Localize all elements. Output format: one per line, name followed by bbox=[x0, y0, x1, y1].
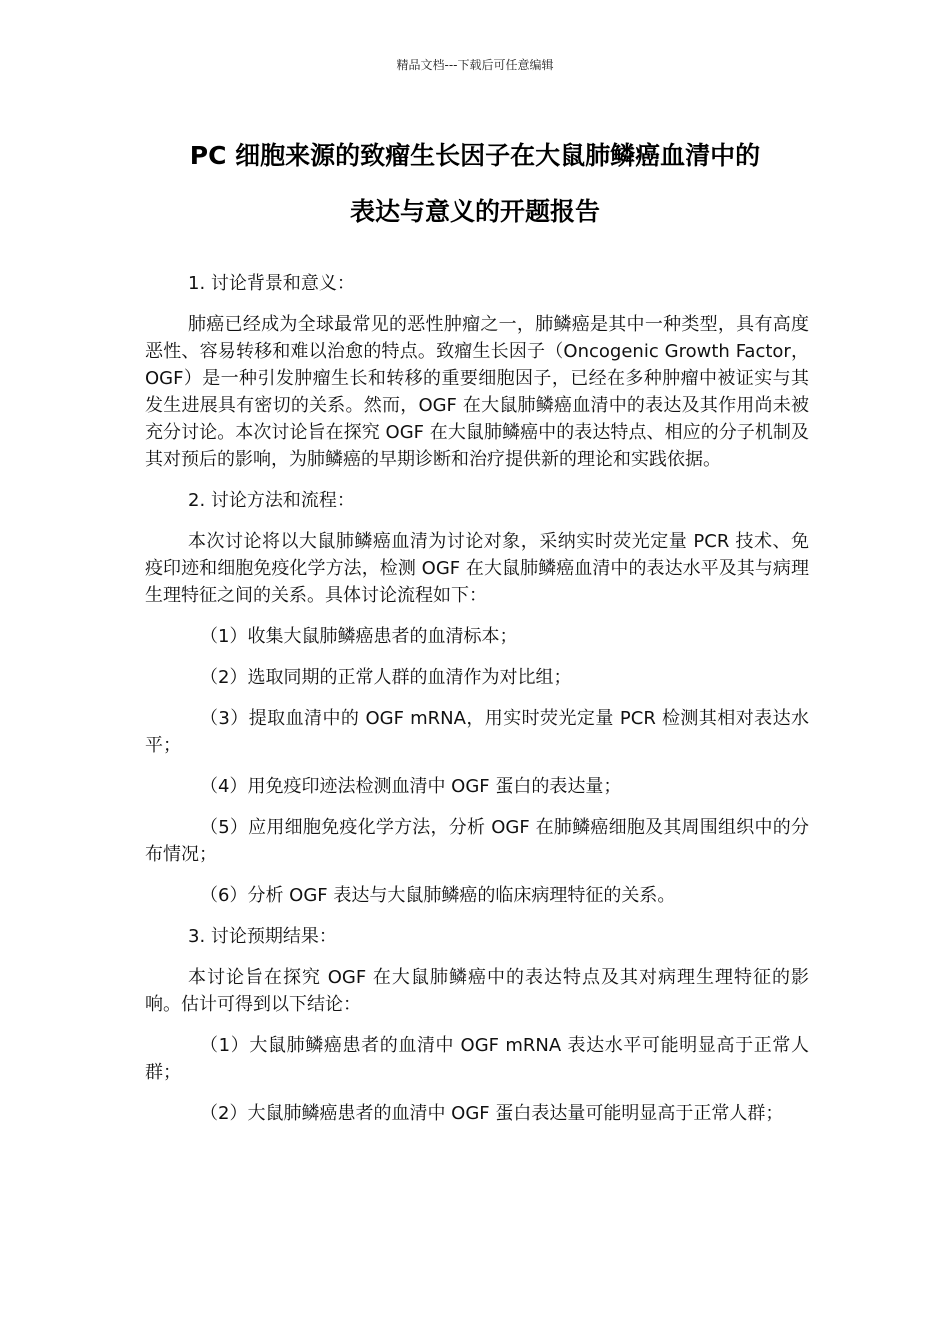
method-step-5: （5）应用细胞免疫化学方法，分析 OGF 在肺鳞癌细胞及其周围组织中的分布情况； bbox=[145, 817, 809, 865]
paragraph-expected-results: 本讨论旨在探究 OGF 在大鼠肺鳞癌中的表达特点及其对病理生理特征的影响。估计可得到以下结论： bbox=[145, 967, 809, 1015]
document-title-line-1: PC 细胞来源的致瘤生长因子在大鼠肺鳞癌血清中的 bbox=[189, 141, 761, 170]
document-body bbox=[145, 270, 809, 1141]
method-step-1: （1）收集大鼠肺鳞癌患者的血清标本； bbox=[200, 626, 518, 647]
section-heading-expected-results: 3. 讨论预期结果： bbox=[188, 926, 337, 947]
method-step-6: （6）分析 OGF 表达与大鼠肺鳞癌的临床病理特征的关系。 bbox=[200, 885, 676, 906]
section-heading-methods: 2. 讨论方法和流程： bbox=[188, 490, 355, 511]
expected-result-1: （1）大鼠肺鳞癌患者的血清中 OGF mRNA 表达水平可能明显高于正常人群； bbox=[145, 1035, 809, 1083]
method-step-3: （3）提取血清中的 OGF mRNA，用实时荧光定量 PCR 检测其相对表达水平； bbox=[145, 708, 809, 756]
section-heading-background: 1. 讨论背景和意义： bbox=[188, 273, 355, 294]
method-step-4: （4）用免疫印迹法检测血清中 OGF 蛋白的表达量； bbox=[200, 776, 622, 797]
expected-result-2: （2）大鼠肺鳞癌患者的血清中 OGF 蛋白表达量可能明显高于正常人群； bbox=[200, 1103, 784, 1124]
page-header-note: 精品文档---下载后可任意编辑 bbox=[396, 58, 554, 72]
paragraph-methods: 本次讨论将以大鼠肺鳞癌血清为讨论对象，采纳实时荧光定量 PCR 技术、免疫印迹和细胞免疫化学方法，检测 OGF 在大鼠肺鳞癌血清中的表达水平及其与病理生理特征之间的关系。具体讨论流程如下： bbox=[145, 531, 809, 606]
method-step-2: （2）选取同期的正常人群的血清作为对比组； bbox=[200, 667, 572, 688]
document-title-line-2: 表达与意义的开题报告 bbox=[349, 197, 600, 226]
paragraph-background: 肺癌已经成为全球最常见的恶性肿瘤之一，肺鳞癌是其中一种类型，具有高度恶性、容易转移和难以治愈的特点。致瘤生长因子（Oncogenic Growth Factor，OGF）是一种引发肿瘤生长和转移的重要细胞因子，已经在多种肿瘤中被证实与其发生进展具有密切的关系。然而，OGF 在大鼠肺鳞癌血清中的表达及其作用尚未被充分讨论。本次讨论旨在探究 OGF 在大鼠肺鳞癌中的表达特点、相应的分子机制及其对预后的影响，为肺鳞癌的早期诊断和治疗提供新的理论和实践依据。 bbox=[145, 314, 809, 470]
